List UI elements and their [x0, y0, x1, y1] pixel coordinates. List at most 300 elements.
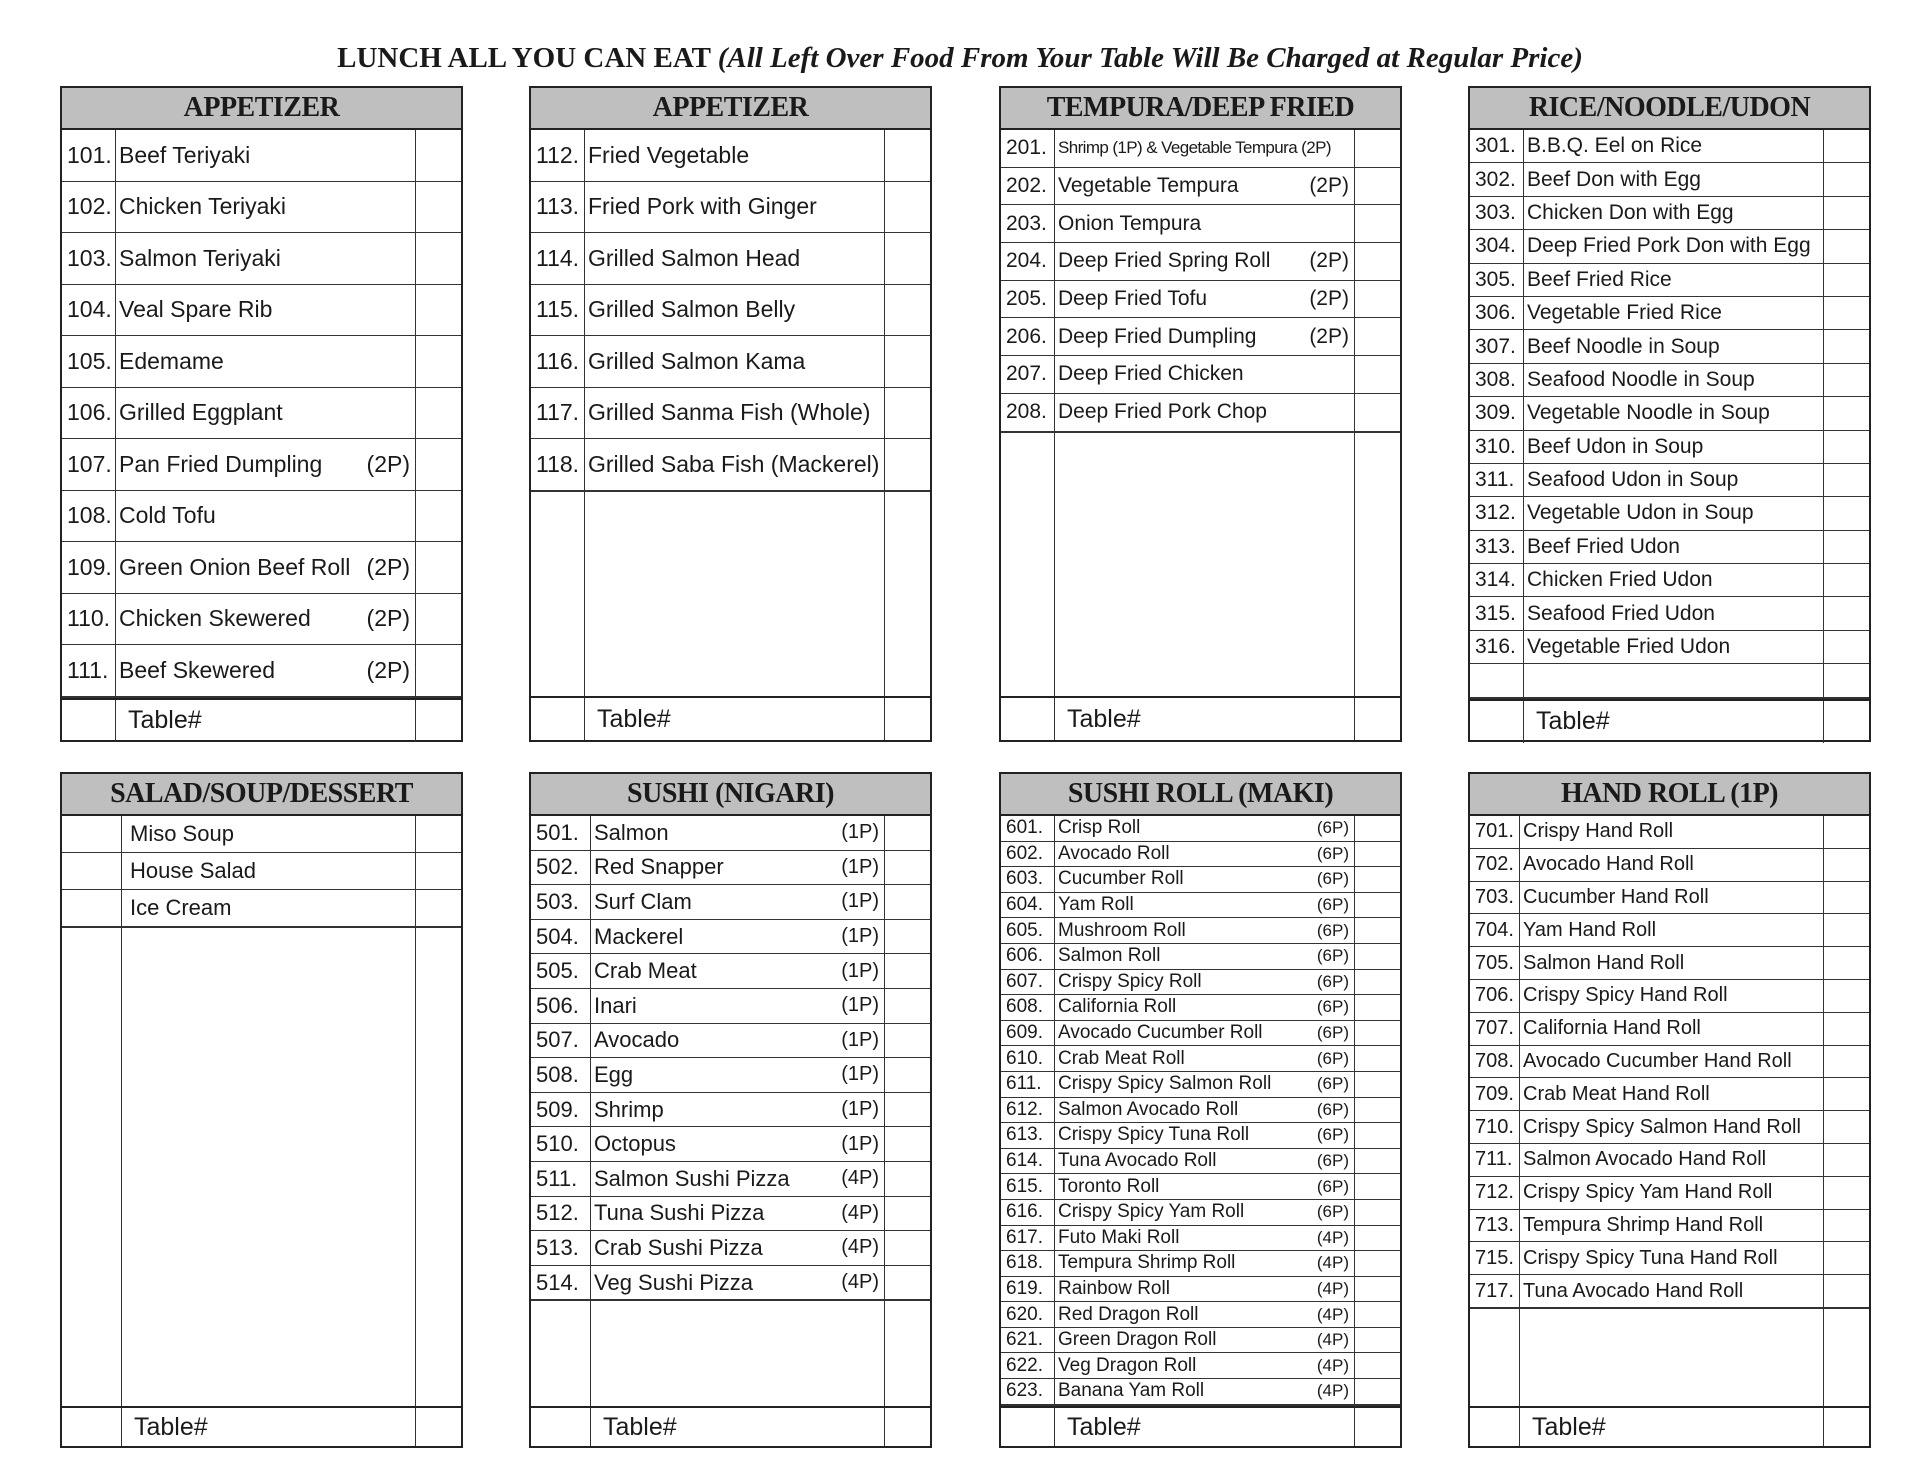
menu-item-row[interactable] [1470, 980, 1869, 1013]
item-name-cell [1055, 356, 1355, 393]
item-name-cell [1055, 1353, 1355, 1378]
menu-item-row[interactable] [1001, 1251, 1400, 1277]
item-name: Grilled Saba Fish (Mackerel) [588, 450, 880, 477]
menu-item-row[interactable] [1470, 531, 1869, 564]
table-number-input[interactable] [1824, 1408, 1869, 1446]
menu-item-row[interactable] [1470, 297, 1869, 330]
item-name: Avocado Roll [1058, 842, 1170, 864]
item-name-cell [585, 233, 885, 284]
menu-item-row[interactable] [62, 542, 461, 594]
menu-item-row[interactable] [1001, 318, 1400, 356]
menu-item-row[interactable] [531, 1162, 930, 1197]
menu-item-row[interactable] [531, 954, 930, 989]
item-number: 703. [1470, 882, 1520, 914]
menu-item-row[interactable] [1470, 816, 1869, 849]
menu-item-row[interactable] [1001, 944, 1400, 970]
quantity-box[interactable] [1824, 330, 1869, 362]
menu-item-row[interactable] [62, 285, 461, 337]
blank-area [1470, 698, 1869, 699]
menu-item-row[interactable] [1470, 1013, 1869, 1046]
quantity-box[interactable] [416, 890, 461, 926]
table-number-input[interactable] [1355, 1408, 1400, 1446]
menu-item-row[interactable] [1470, 464, 1869, 497]
item-name-cell [1524, 230, 1824, 262]
quantity-box[interactable] [1355, 1302, 1400, 1327]
table-number-input[interactable] [885, 698, 930, 740]
quantity-box[interactable] [885, 954, 930, 988]
quantity-box[interactable] [1824, 1013, 1869, 1045]
quantity-box[interactable] [1824, 1111, 1869, 1143]
quantity-box[interactable] [1824, 230, 1869, 262]
quantity-box[interactable] [885, 285, 930, 336]
quantity-box[interactable] [1824, 130, 1869, 162]
menu-item-row[interactable] [1470, 914, 1869, 947]
menu-item-row[interactable] [1001, 281, 1400, 319]
item-number: 706. [1470, 980, 1520, 1012]
quantity-box[interactable] [1355, 1328, 1400, 1353]
quantity-box[interactable] [1355, 970, 1400, 995]
item-name-cell [116, 130, 416, 181]
quantity-box[interactable] [416, 594, 461, 645]
item-portion: (1P) [841, 821, 879, 844]
quantity-box[interactable] [885, 388, 930, 439]
item-list [62, 130, 461, 698]
item-portion: (2P) [366, 450, 410, 477]
item-name: Beef Teriyaki [119, 141, 251, 168]
menu-item-row[interactable] [1001, 1098, 1400, 1124]
quantity-box[interactable] [1824, 531, 1869, 563]
quantity-box[interactable] [1824, 1177, 1869, 1209]
menu-item-row[interactable] [62, 890, 461, 927]
menu-item-row[interactable] [1001, 1046, 1400, 1072]
item-name: Green Onion Beef Roll [119, 553, 351, 580]
menu-item-row[interactable] [1470, 1144, 1869, 1177]
menu-item-row[interactable] [1001, 394, 1400, 432]
quantity-box[interactable] [1824, 1078, 1869, 1110]
item-name-cell [1055, 1021, 1355, 1046]
menu-item-row[interactable] [531, 336, 930, 388]
item-number: 106. [62, 388, 116, 439]
quantity-box[interactable] [885, 851, 930, 885]
quantity-box[interactable] [885, 920, 930, 954]
blank-area [1470, 1308, 1869, 1406]
item-name-cell [1524, 364, 1824, 396]
blank-check-column [416, 928, 461, 1406]
menu-item-row[interactable] [1001, 970, 1400, 996]
quantity-box[interactable] [885, 1162, 930, 1196]
menu-item-row[interactable] [1470, 947, 1869, 980]
menu-item-row[interactable] [531, 1197, 930, 1232]
quantity-box[interactable] [416, 388, 461, 439]
menu-item-row[interactable] [531, 1024, 930, 1059]
menu-item-row[interactable] [1001, 1302, 1400, 1328]
quantity-box[interactable] [885, 989, 930, 1023]
quantity-box[interactable] [1355, 1174, 1400, 1199]
menu-item-row[interactable] [531, 388, 930, 440]
quantity-box[interactable] [1824, 882, 1869, 914]
table-label-cell [591, 1408, 885, 1446]
item-portion: (4P) [1316, 1227, 1349, 1247]
quantity-box[interactable] [1824, 849, 1869, 881]
menu-item-row[interactable] [1470, 1210, 1869, 1243]
menu-item-row[interactable] [1001, 918, 1400, 944]
menu-item-row[interactable] [1001, 1379, 1400, 1405]
menu-item-row[interactable] [62, 594, 461, 646]
quantity-box[interactable] [1355, 1277, 1400, 1302]
item-number: 103. [62, 233, 116, 284]
item-number: 114. [531, 233, 585, 284]
quantity-box[interactable] [1824, 1275, 1869, 1307]
quantity-box[interactable] [1824, 497, 1869, 529]
item-number: 207. [1001, 356, 1055, 393]
quantity-box[interactable] [1355, 205, 1400, 242]
quantity-box[interactable] [1355, 918, 1400, 943]
quantity-box[interactable] [1824, 980, 1869, 1012]
item-name: Inari [594, 992, 637, 1018]
quantity-box[interactable] [1355, 867, 1400, 892]
item-name-cell [1524, 330, 1824, 362]
menu-item-row[interactable] [1001, 205, 1400, 243]
menu-item-row[interactable] [531, 1058, 930, 1093]
item-name: Crisp Roll [1058, 817, 1141, 839]
menu-item-row[interactable] [1470, 1242, 1869, 1275]
menu-item-row[interactable] [531, 285, 930, 337]
menu-item-row[interactable] [1001, 1021, 1400, 1047]
quantity-box[interactable] [1824, 1144, 1869, 1176]
item-name: Cucumber Hand Roll [1523, 885, 1709, 908]
menu-item-row[interactable] [62, 182, 461, 234]
table-label-cell [122, 1408, 416, 1446]
empty-row[interactable] [1470, 664, 1869, 697]
quantity-box[interactable] [885, 130, 930, 181]
quantity-box[interactable] [1824, 564, 1869, 596]
table-number-input[interactable] [416, 1408, 461, 1446]
menu-item-row[interactable] [62, 233, 461, 285]
menu-item-row[interactable] [1470, 597, 1869, 630]
quantity-box[interactable] [1355, 1149, 1400, 1174]
menu-item-row[interactable] [1001, 893, 1400, 919]
menu-item-row[interactable] [531, 816, 930, 851]
quantity-box[interactable] [1824, 163, 1869, 195]
quantity-box[interactable] [1355, 130, 1400, 167]
item-number: 315. [1470, 597, 1524, 629]
quantity-box[interactable] [1824, 297, 1869, 329]
quantity-box[interactable] [885, 233, 930, 284]
quantity-box[interactable] [416, 439, 461, 490]
quantity-box[interactable] [1824, 364, 1869, 396]
blank-area [1001, 1405, 1400, 1406]
menu-item-row[interactable] [1470, 882, 1869, 915]
item-name: Red Snapper [594, 854, 724, 880]
item-name-cell [116, 542, 416, 593]
quantity-box[interactable] [1824, 431, 1869, 463]
blank-name-column [585, 492, 885, 697]
quantity-box[interactable] [885, 182, 930, 233]
quantity-box[interactable] [1355, 816, 1400, 841]
quantity-box[interactable] [885, 439, 930, 490]
menu-item-row[interactable] [1001, 1174, 1400, 1200]
menu-item-row[interactable] [1470, 1046, 1869, 1079]
menu-item-row[interactable] [62, 645, 461, 697]
item-portion: (1P) [841, 959, 879, 982]
quantity-box[interactable] [885, 1197, 930, 1231]
menu-item-row[interactable] [1470, 197, 1869, 230]
menu-item-row[interactable] [1001, 130, 1400, 168]
quantity-box[interactable] [416, 130, 461, 181]
menu-item-row[interactable] [531, 1266, 930, 1301]
item-number: 501. [531, 816, 591, 850]
item-number: 206. [1001, 318, 1055, 355]
menu-item-row[interactable] [1470, 364, 1869, 397]
quantity-box[interactable] [1355, 356, 1400, 393]
blank-check-column [1355, 433, 1400, 697]
item-name-cell [116, 233, 416, 284]
quantity-box[interactable] [1824, 597, 1869, 629]
menu-item-row[interactable] [1001, 1200, 1400, 1226]
table-label-cell [116, 700, 416, 742]
item-number: 608. [1001, 995, 1055, 1020]
quantity-box[interactable] [1355, 1123, 1400, 1148]
quantity-box[interactable] [1824, 816, 1869, 848]
item-portion: (6P) [1316, 997, 1349, 1017]
quantity-box[interactable] [1824, 464, 1869, 496]
quantity-box[interactable] [1824, 264, 1869, 296]
menu-item-row[interactable] [1470, 1275, 1869, 1308]
menu-item-row[interactable] [1001, 1226, 1400, 1252]
quantity-box[interactable] [1824, 397, 1869, 429]
quantity-box[interactable] [416, 542, 461, 593]
menu-item-row[interactable] [1470, 230, 1869, 263]
item-name: Crispy Spicy Hand Roll [1523, 984, 1728, 1007]
menu-item-row[interactable] [531, 920, 930, 955]
table-number-input[interactable] [1824, 701, 1869, 743]
item-name: Chicken Don with Egg [1527, 200, 1734, 224]
quantity-box[interactable] [885, 1024, 930, 1058]
item-name-cell [591, 1093, 885, 1127]
menu-item-row[interactable] [62, 853, 461, 890]
menu-item-row[interactable] [1470, 564, 1869, 597]
menu-item-row[interactable] [1001, 1277, 1400, 1303]
table-number-input[interactable] [885, 1408, 930, 1446]
table-label-cell [1055, 1408, 1355, 1446]
menu-item-row[interactable] [1001, 995, 1400, 1021]
item-name-cell [591, 1024, 885, 1058]
quantity-box[interactable] [1355, 1021, 1400, 1046]
table-label: Table# [134, 1412, 208, 1441]
menu-item-row[interactable] [1001, 1072, 1400, 1098]
quantity-box[interactable] [1824, 1046, 1869, 1078]
quantity-box[interactable] [885, 885, 930, 919]
menu-item-row[interactable] [1470, 1111, 1869, 1144]
item-name-cell [1055, 842, 1355, 867]
quantity-box[interactable] [1355, 1200, 1400, 1225]
menu-section-6 [529, 772, 932, 1448]
item-name-cell [1520, 849, 1824, 881]
item-name: Crispy Spicy Salmon Hand Roll [1523, 1115, 1801, 1138]
quantity-box[interactable] [1824, 914, 1869, 946]
quantity-box[interactable] [416, 491, 461, 542]
item-number: 620. [1001, 1302, 1055, 1327]
quantity-box[interactable] [1824, 1242, 1869, 1274]
item-number: 117. [531, 388, 585, 439]
item-name-cell [1524, 497, 1824, 529]
menu-item-row[interactable] [531, 1093, 930, 1128]
table-number-row [62, 698, 461, 742]
quantity-box[interactable] [1355, 1072, 1400, 1097]
menu-item-row[interactable] [62, 336, 461, 388]
menu-item-row[interactable] [1001, 168, 1400, 206]
menu-item-row[interactable] [531, 989, 930, 1024]
quantity-box[interactable] [1355, 842, 1400, 867]
quantity-box[interactable] [1355, 394, 1400, 431]
menu-item-row[interactable] [531, 851, 930, 886]
table-label: Table# [128, 706, 202, 734]
menu-item-row[interactable] [1470, 1078, 1869, 1111]
menu-item-row[interactable] [62, 388, 461, 440]
item-portion: (4P) [1316, 1253, 1349, 1273]
item-name: Vegetable Tempura [1058, 174, 1239, 198]
menu-item-row[interactable] [531, 885, 930, 920]
menu-item-row[interactable] [1470, 497, 1869, 530]
item-name: Avocado Cucumber Roll [1058, 1022, 1263, 1044]
item-name: Egg [594, 1061, 634, 1087]
menu-item-row[interactable] [531, 1127, 930, 1162]
menu-section-1 [60, 86, 463, 742]
quantity-box[interactable] [885, 1058, 930, 1092]
menu-item-row[interactable] [531, 439, 930, 491]
table-blank [62, 1408, 122, 1446]
quantity-box[interactable] [1824, 664, 1869, 696]
menu-item-row[interactable] [62, 130, 461, 182]
menu-item-row[interactable] [531, 1231, 930, 1266]
menu-item-row[interactable] [1001, 356, 1400, 394]
item-name: Salmon Sushi Pizza [594, 1165, 790, 1191]
item-name-cell [1055, 1098, 1355, 1123]
menu-item-row[interactable] [1470, 431, 1869, 464]
item-portion: (1P) [841, 1028, 879, 1051]
item-name: Grilled Eggplant [119, 399, 283, 426]
menu-section-4 [1468, 86, 1871, 742]
menu-item-row[interactable] [1001, 1328, 1400, 1354]
item-name-cell [591, 954, 885, 988]
blank-check-column [1824, 1309, 1869, 1406]
table-blank [1470, 1408, 1520, 1446]
menu-item-row[interactable] [1470, 397, 1869, 430]
table-number-input[interactable] [416, 700, 461, 742]
item-name: Tempura Shrimp Roll [1058, 1252, 1236, 1274]
quantity-box[interactable] [416, 182, 461, 233]
quantity-box[interactable] [1355, 243, 1400, 280]
quantity-box[interactable] [416, 853, 461, 889]
quantity-box[interactable] [1355, 1046, 1400, 1071]
item-name: Beef Don with Egg [1527, 167, 1701, 191]
item-number: 715. [1470, 1242, 1520, 1274]
quantity-box[interactable] [885, 1127, 930, 1161]
quantity-box[interactable] [1355, 995, 1400, 1020]
quantity-box[interactable] [416, 336, 461, 387]
item-number: 513. [531, 1231, 591, 1265]
menu-item-row[interactable] [1001, 1123, 1400, 1149]
menu-item-row[interactable] [1470, 849, 1869, 882]
quantity-box[interactable] [1824, 1210, 1869, 1242]
table-number-input[interactable] [1355, 698, 1400, 740]
quantity-box[interactable] [1355, 1226, 1400, 1251]
quantity-box[interactable] [416, 816, 461, 852]
menu-item-row[interactable] [1001, 842, 1400, 868]
quantity-box[interactable] [1824, 631, 1869, 663]
item-name-cell [1055, 281, 1355, 318]
menu-item-row[interactable] [1470, 163, 1869, 196]
quantity-box[interactable] [885, 816, 930, 850]
menu-item-row[interactable] [531, 233, 930, 285]
item-name-cell [1520, 816, 1824, 848]
menu-item-row[interactable] [1001, 243, 1400, 281]
quantity-box[interactable] [416, 233, 461, 284]
item-number: 310. [1470, 431, 1524, 463]
item-list [1001, 816, 1400, 1406]
item-number: 604. [1001, 893, 1055, 918]
menu-item-row[interactable] [1001, 1149, 1400, 1175]
menu-item-row[interactable] [62, 439, 461, 491]
item-number: 312. [1470, 497, 1524, 529]
quantity-box[interactable] [1355, 893, 1400, 918]
item-name: Vegetable Fried Rice [1527, 301, 1722, 325]
quantity-box[interactable] [416, 645, 461, 696]
menu-item-row[interactable] [1470, 264, 1869, 297]
quantity-box[interactable] [885, 1266, 930, 1300]
quantity-box[interactable] [885, 1093, 930, 1127]
item-name-cell [1520, 1144, 1824, 1176]
quantity-box[interactable] [1355, 1098, 1400, 1123]
section-heading: APPETIZER [62, 88, 461, 130]
item-number: 709. [1470, 1078, 1520, 1110]
item-name: Beef Noodle in Soup [1527, 334, 1720, 358]
item-name-cell [1524, 464, 1824, 496]
menu-item-row[interactable] [1001, 867, 1400, 893]
quantity-box[interactable] [1824, 197, 1869, 229]
menu-item-row[interactable] [1470, 631, 1869, 664]
quantity-box[interactable] [885, 336, 930, 387]
quantity-box[interactable] [1824, 947, 1869, 979]
menu-item-row[interactable] [1001, 1353, 1400, 1379]
item-name-cell [116, 336, 416, 387]
menu-item-row[interactable] [1470, 130, 1869, 163]
quantity-box[interactable] [1355, 1379, 1400, 1404]
quantity-box[interactable] [1355, 1353, 1400, 1378]
quantity-box[interactable] [416, 285, 461, 336]
menu-item-row[interactable] [62, 491, 461, 543]
quantity-box[interactable] [1355, 944, 1400, 969]
menu-item-row[interactable] [1470, 1177, 1869, 1210]
menu-item-row[interactable] [1470, 330, 1869, 363]
quantity-box[interactable] [1355, 1251, 1400, 1276]
quantity-box[interactable] [1355, 318, 1400, 355]
item-number: 308. [1470, 364, 1524, 396]
quantity-box[interactable] [1355, 168, 1400, 205]
menu-item-row[interactable] [531, 130, 930, 182]
item-list [531, 130, 930, 696]
item-name-cell [116, 594, 416, 645]
menu-item-row[interactable] [1001, 816, 1400, 842]
table-label: Table# [603, 1412, 677, 1441]
item-name: Green Dragon Roll [1058, 1329, 1217, 1351]
item-number: 505. [531, 954, 591, 988]
quantity-box[interactable] [1355, 281, 1400, 318]
item-name-cell [1520, 1013, 1824, 1045]
quantity-box[interactable] [885, 1231, 930, 1265]
menu-item-row[interactable] [531, 182, 930, 234]
menu-item-row[interactable] [62, 816, 461, 853]
